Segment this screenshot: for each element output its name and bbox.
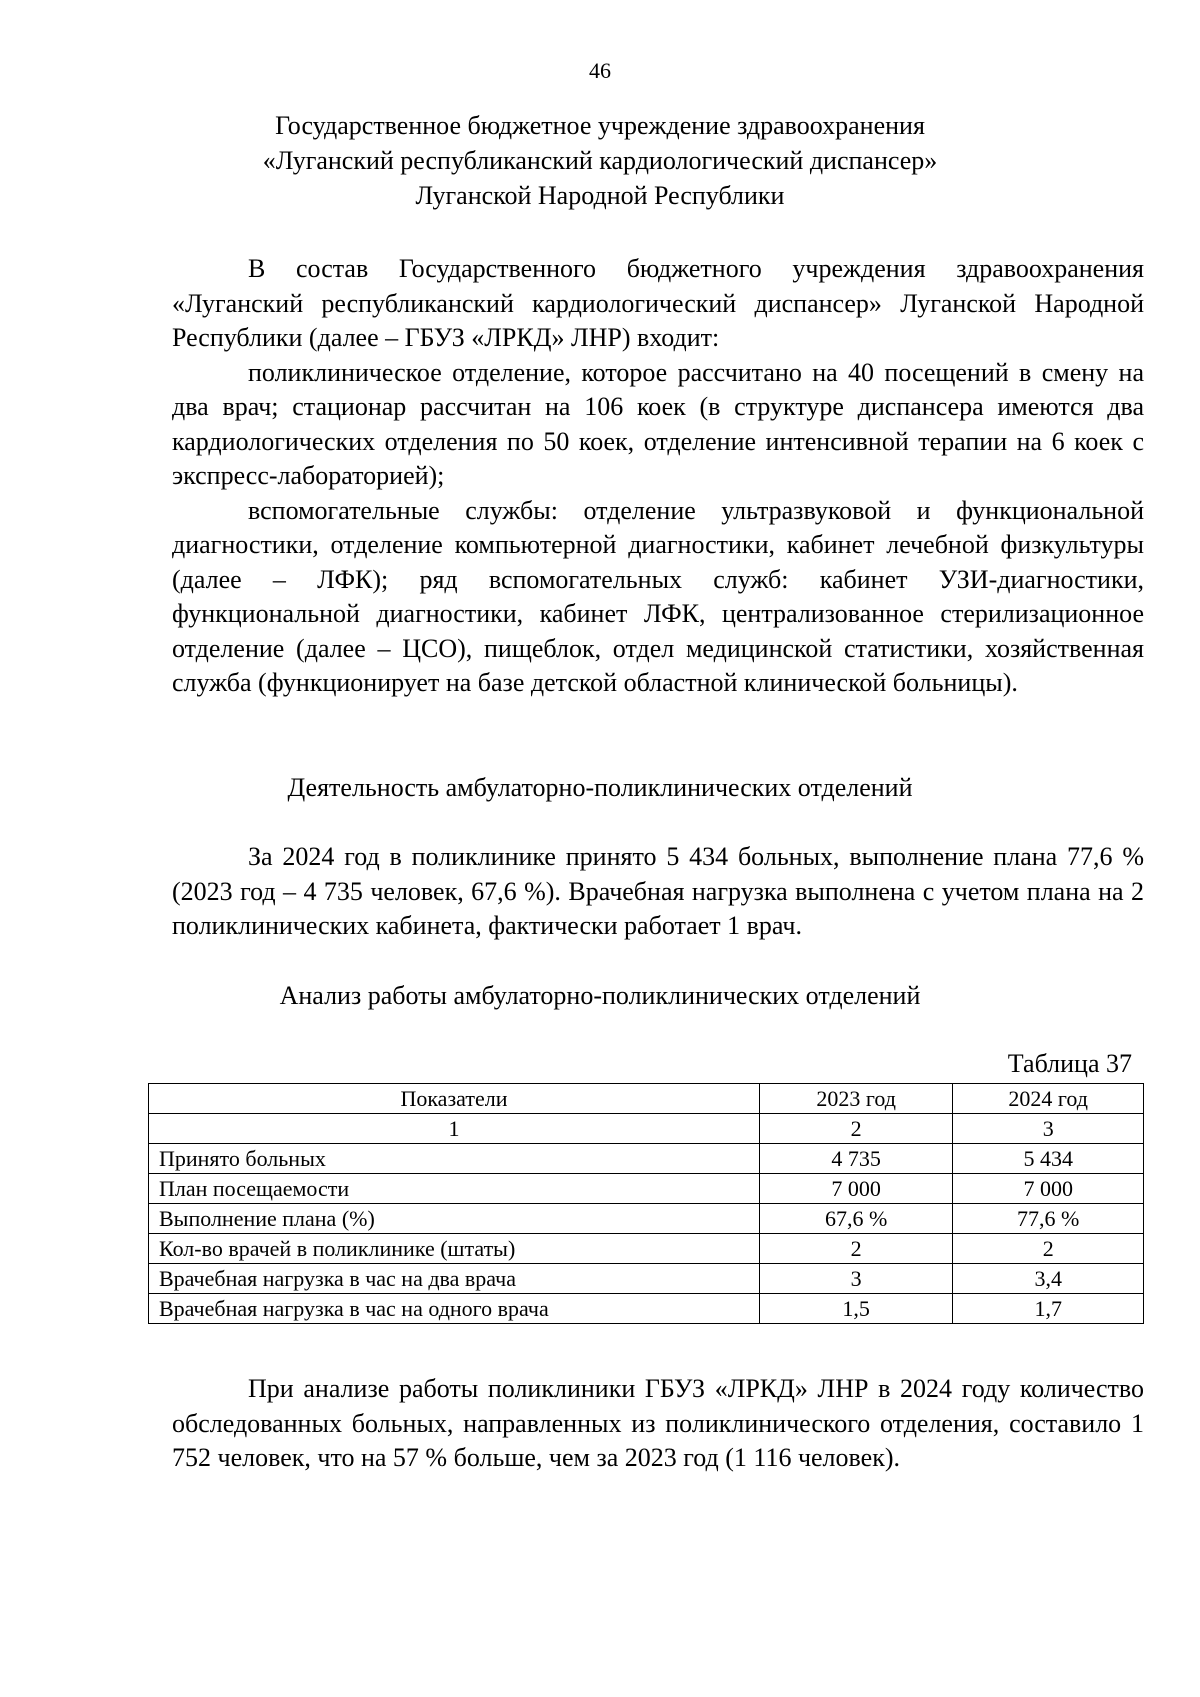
indicator-name: Кол-во врачей в поликлинике (штаты) [149,1234,760,1264]
column-header: 2023 год [759,1084,952,1114]
table-numbering-row [149,1114,1144,1144]
indicator-name: Принято больных [149,1144,760,1174]
table-row [149,1204,1144,1234]
title-line-2: «Луганский республиканский кардиологический диспансер» [262,146,938,175]
indicator-name: Врачебная нагрузка в час на одного врача [149,1294,760,1324]
indicator-name: План посещаемости [149,1174,760,1204]
table-row [149,1264,1144,1294]
table-label: Таблица 37 [1007,1049,1132,1078]
table-row [149,1294,1144,1324]
value-2024: 2 [953,1234,1144,1264]
value-2023: 2 [759,1234,952,1264]
title-line-3: Луганской Народной Республики [415,181,785,210]
column-number: 1 [149,1114,760,1144]
table-row [149,1174,1144,1204]
conclusion-paragraph: При анализе работы поликлиники ГБУЗ «ЛРКД» ЛНР в 2024 году количество обследованных больных, направленных из поликлинического отделения, составило 1 752 человек, что на 57 % больше, чем за 2023 год (1 116 человек). [172,1374,1144,1472]
document-title [0,108,1200,213]
column-number: 3 [953,1114,1144,1144]
value-2023: 3 [759,1264,952,1294]
table-heading: Анализ работы амбулаторно-поликлинических отделений [279,981,921,1010]
page-number: 46 [589,58,611,83]
indicator-name: Выполнение плана (%) [149,1204,760,1234]
value-2024: 1,7 [953,1294,1144,1324]
value-2023: 4 735 [759,1144,952,1174]
intro-paragraph: вспомогательные службы: отделение ультразвуковой и функциональной диагностики, отделение компьютерной диагностики, кабинет лечебной физкультуры (далее – ЛФК); ряд вспомогательных служб: кабинет УЗИ-диагностики, функциональной диагностики, кабинет ЛФК, централизованное стерилизационное отделение (далее – ЦСО), пищеблок, отдел медицинской статистики, хозяйственная служба (функционирует на базе детской областной клинической больницы). [172,495,1144,697]
conclusion-section [172,1372,1144,1476]
table-row [149,1144,1144,1174]
value-2024: 77,6 % [953,1204,1144,1234]
indicators-table [148,1083,1144,1324]
table-header-row [149,1084,1144,1114]
intro-paragraph: В состав Государственного бюджетного учреждения здравоохранения «Луганский республиканский кардиологический диспансер» Луганской Народной Республики (далее – ГБУЗ «ЛРКД» ЛНР) входит: [172,254,1144,352]
indicator-name: Врачебная нагрузка в час на два врача [149,1264,760,1294]
column-number: 2 [759,1114,952,1144]
value-2023: 1,5 [759,1294,952,1324]
activity-section [172,840,1144,944]
value-2024: 3,4 [953,1264,1144,1294]
value-2024: 7 000 [953,1174,1144,1204]
value-2023: 67,6 % [759,1204,952,1234]
section-heading: Деятельность амбулаторно-поликлинических отделений [287,773,913,802]
intro-paragraph: поликлиническое отделение, которое рассчитано на 40 посещений в смену на два врач; стационар рассчитан на 106 коек (в структуре диспансера имеются два кардиологических отделения по 50 коек, отделение интенсивной терапии на 6 коек с экспресс-лабораторией); [172,357,1144,490]
table-row [149,1234,1144,1264]
intro-section [172,252,1144,701]
column-header: 2024 год [953,1084,1144,1114]
activity-paragraph: За 2024 год в поликлинике принято 5 434 больных, выполнение плана 77,6 % (2023 год – 4 735 человек, 67,6 %). Врачебная нагрузка выполнена с учетом плана на 2 поликлинических кабинета, фактически работает 1 врач. [172,842,1144,940]
value-2023: 7 000 [759,1174,952,1204]
column-header: Показатели [149,1084,760,1114]
value-2024: 5 434 [953,1144,1144,1174]
title-line-1: Государственное бюджетное учреждение здравоохранения [275,111,925,140]
